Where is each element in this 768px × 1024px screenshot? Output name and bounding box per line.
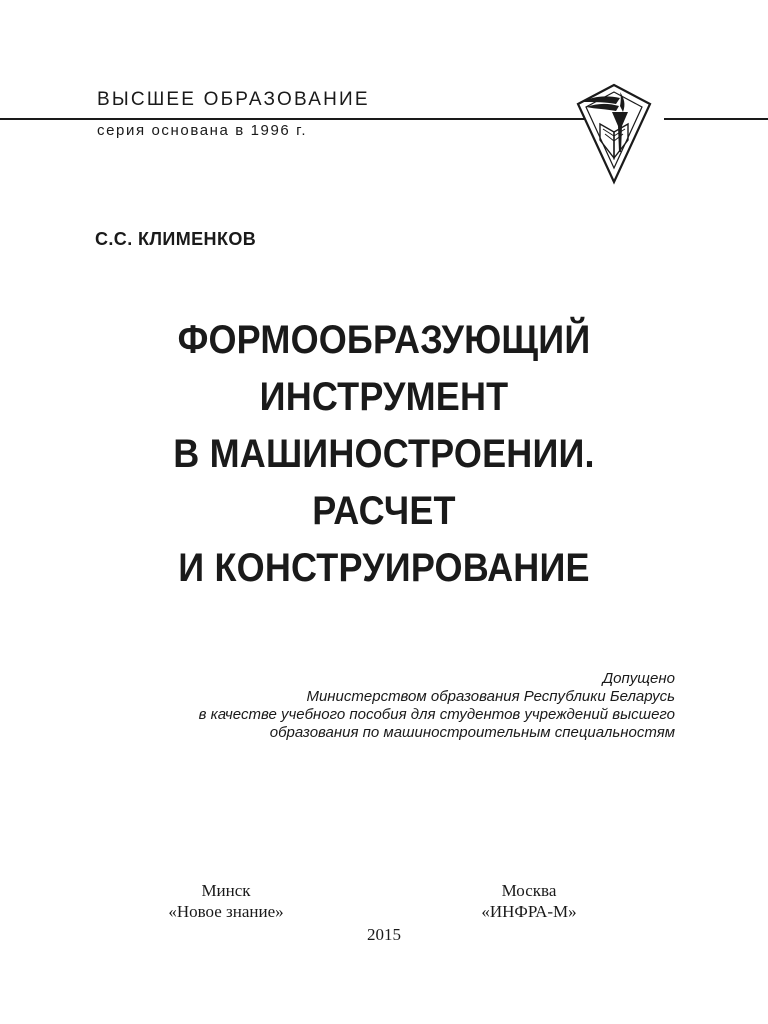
header-rule-left <box>0 118 598 120</box>
publication-year: 2015 <box>367 925 401 944</box>
publisher-name: «Новое знание» <box>168 902 284 921</box>
approval-line: Министерством образования Республики Беларусь <box>306 688 675 705</box>
publisher-name: «ИНФРА-М» <box>481 902 577 921</box>
book-title-line: ИНСТРУМЕНТ <box>259 375 509 419</box>
book-title-line: В МАШИНОСТРОЕНИИ. <box>173 432 595 476</box>
publisher-city: Минск <box>201 881 251 900</box>
series-title: ВЫСШЕЕ ОБРАЗОВАНИЕ <box>97 89 370 110</box>
book-title-line: И КОНСТРУИРОВАНИЕ <box>178 546 590 590</box>
publisher-city: Москва <box>501 881 557 900</box>
header-rule-right <box>664 118 768 120</box>
publisher-minsk <box>146 880 306 922</box>
book-title-line: ФОРМООБРАЗУЮЩИЙ <box>177 318 591 362</box>
publisher-moscow <box>449 880 609 922</box>
book-title <box>38 312 729 597</box>
author-name: С.С. КЛИМЕНКОВ <box>95 229 257 249</box>
approval-line: образования по машиностроительным специальностям <box>269 724 675 741</box>
book-title-line: РАСЧЕТ <box>312 489 456 533</box>
approval-note <box>199 670 675 742</box>
approval-line: Допущено <box>602 670 675 687</box>
approval-line: в качестве учебного пособия для студентов учреждений высшего <box>198 706 675 723</box>
series-subtitle: серия основана в 1996 г. <box>97 122 308 139</box>
torch-triangle-icon <box>576 82 652 186</box>
